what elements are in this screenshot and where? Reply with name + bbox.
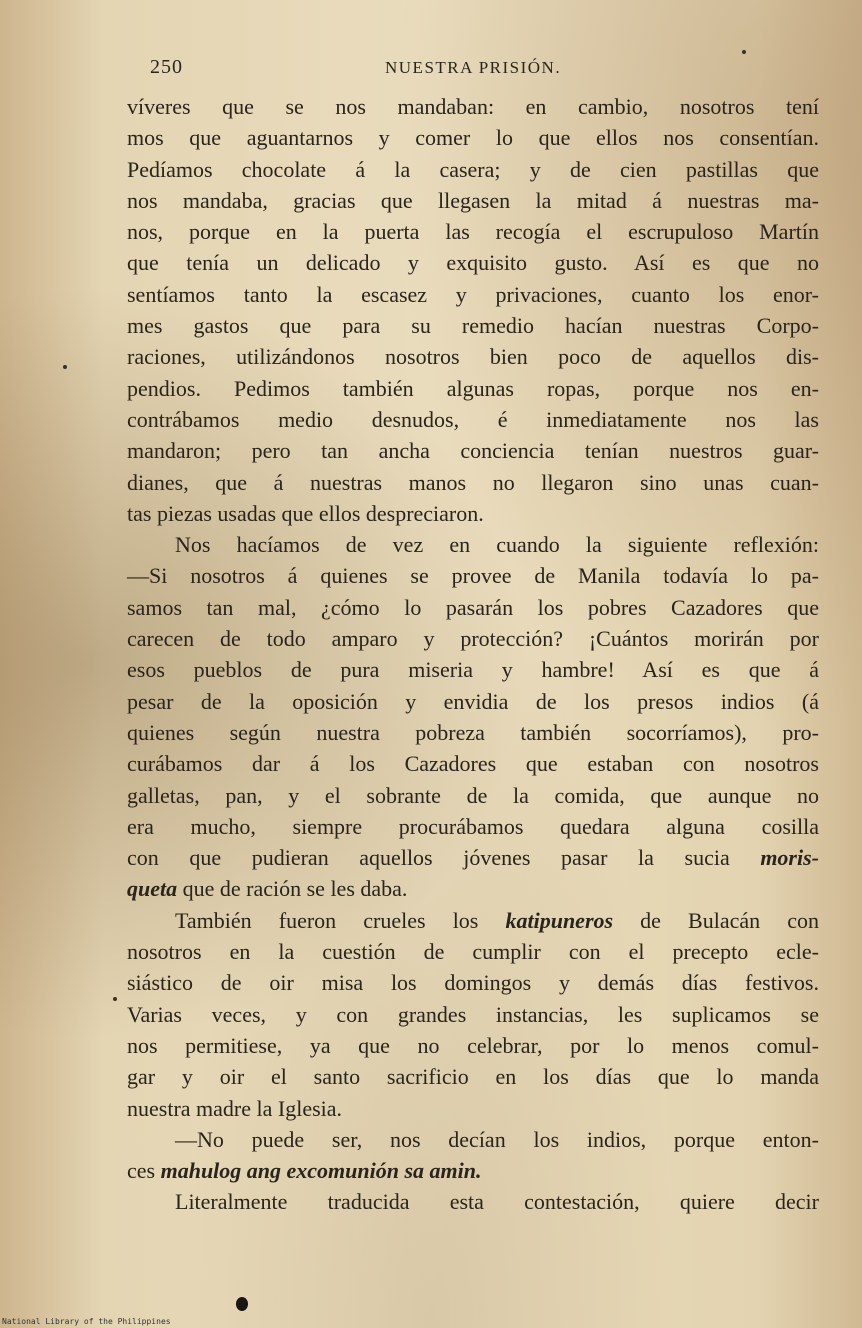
text-segment: contrábamos medio desnudos, é inmediatamente nos las <box>127 406 819 432</box>
text-line <box>127 1061 819 1092</box>
text-segment: Literalmente traducida esta contestación, quiere decir <box>175 1189 819 1215</box>
text-segment: curábamos dar á los Cazadores que estaban con nosotros <box>127 751 819 777</box>
text-line <box>127 748 819 779</box>
text-line <box>127 435 819 466</box>
text-segment: nos, porque en la puerta las recogía el escrupuloso Martín <box>127 219 819 245</box>
text-segment: galletas, pan, y el sobrante de la comida, que aunque no <box>127 782 819 808</box>
text-line <box>127 154 819 185</box>
text-segment: tas piezas usadas que ellos despreciaron. <box>127 500 484 526</box>
ink-speck <box>113 997 117 1001</box>
text-segment: que de ración se les daba. <box>177 876 408 902</box>
text-line <box>127 623 819 654</box>
text-segment: —No puede ser, nos decían los indios, porque enton- <box>175 1126 819 1152</box>
text-segment: pendios. Pedimos también algunas ropas, porque nos en- <box>127 375 819 401</box>
text-line <box>127 686 819 717</box>
text-segment: de Bulacán con <box>613 907 820 933</box>
text-segment: Pedíamos chocolate á la casera; y de cien pastillas que <box>127 156 819 182</box>
text-segment: dianes, que á nuestras manos no llegaron sino unas cuan- <box>127 469 819 495</box>
text-segment: raciones, utilizándonos nosotros bien poco de aquellos dis- <box>127 344 819 370</box>
text-line <box>127 1093 819 1124</box>
text-line <box>127 873 819 904</box>
text-line <box>127 216 819 247</box>
text-line <box>127 936 819 967</box>
text-segment: nos permitiese, ya que no celebrar, por lo menos comul- <box>127 1032 819 1058</box>
page-number: 250 <box>150 56 183 78</box>
italic-term: moris- <box>760 845 819 871</box>
italic-term: queta <box>127 876 178 902</box>
text-line <box>127 91 819 122</box>
text-line <box>127 780 819 811</box>
text-line <box>127 999 819 1030</box>
text-line <box>127 310 819 341</box>
text-segment: que tenía un delicado y exquisito gusto. Así es que no <box>127 250 819 276</box>
text-line <box>127 122 819 153</box>
text-line <box>127 529 819 560</box>
text-line <box>127 185 819 216</box>
text-line <box>127 1030 819 1061</box>
text-segment: víveres que se nos mandaban: en cambio, nosotros tení <box>127 94 819 119</box>
text-line <box>127 842 819 873</box>
text-segment: nuestra madre la Iglesia. <box>127 1095 343 1121</box>
text-segment: Varias veces, y con grandes instancias, les suplicamos se <box>127 1001 819 1027</box>
italic-term: mahulog ang excomunión sa amin. <box>160 1158 482 1184</box>
text-segment: con que pudieran aquellos jóvenes pasar la sucia <box>127 845 761 871</box>
text-line <box>127 467 819 498</box>
text-line <box>127 498 819 529</box>
library-credit: National Library of the Philippines <box>2 1317 171 1326</box>
italic-term: katipuneros <box>505 907 614 933</box>
text-segment: mes gastos que para su remedio hacían nuestras Corpo- <box>127 313 819 339</box>
text-segment: sentíamos tanto la escasez y privaciones, cuanto los enor- <box>127 281 819 307</box>
text-segment: quienes según nuestra pobreza también socorríamos), pro- <box>127 719 819 745</box>
text-line <box>127 905 819 936</box>
text-line <box>127 1155 819 1186</box>
ink-blot <box>236 1297 248 1311</box>
body-text <box>127 91 819 1218</box>
text-segment: mandaron; pero tan ancha conciencia tenían nuestros guar- <box>127 438 819 464</box>
text-line <box>127 404 819 435</box>
text-segment: siástico de oir misa los domingos y demás días festivos. <box>127 970 819 996</box>
text-segment: esos pueblos de pura miseria y hambre! Así es que á <box>127 657 819 683</box>
page-header <box>150 56 710 86</box>
text-segment: ces <box>127 1158 161 1184</box>
text-segment: —Si nosotros á quienes se provee de Manila todavía lo pa- <box>127 563 819 589</box>
running-title: NUESTRA PRISIÓN. <box>385 58 562 77</box>
ink-speck <box>63 365 67 369</box>
text-segment: También fueron crueles los <box>175 907 506 933</box>
text-line <box>127 1186 819 1217</box>
text-line <box>127 279 819 310</box>
text-line <box>127 592 819 623</box>
text-segment: Nos hacíamos de vez en cuando la siguiente reflexión: <box>175 532 819 558</box>
text-line <box>127 247 819 278</box>
text-line <box>127 373 819 404</box>
text-line <box>127 654 819 685</box>
text-segment: mos que aguantarnos y comer lo que ellos nos consentían. <box>127 125 819 151</box>
text-line <box>127 560 819 591</box>
text-segment: gar y oir el santo sacrificio en los días que lo manda <box>127 1064 819 1090</box>
text-segment: nos mandaba, gracias que llegasen la mitad á nuestras ma- <box>127 187 819 213</box>
text-segment: samos tan mal, ¿cómo lo pasarán los pobres Cazadores que <box>127 594 819 620</box>
text-line <box>127 717 819 748</box>
text-line <box>127 1124 819 1155</box>
text-line <box>127 341 819 372</box>
text-segment: carecen de todo amparo y protección? ¡Cuántos morirán por <box>127 626 819 652</box>
text-segment: nosotros en la cuestión de cumplir con el precepto ecle- <box>127 939 819 965</box>
ink-speck <box>742 50 746 54</box>
text-line <box>127 811 819 842</box>
text-segment: era mucho, siempre procurábamos quedara alguna cosilla <box>127 813 819 839</box>
text-segment: pesar de la oposición y envidia de los presos indios (á <box>127 688 819 714</box>
text-line <box>127 967 819 998</box>
